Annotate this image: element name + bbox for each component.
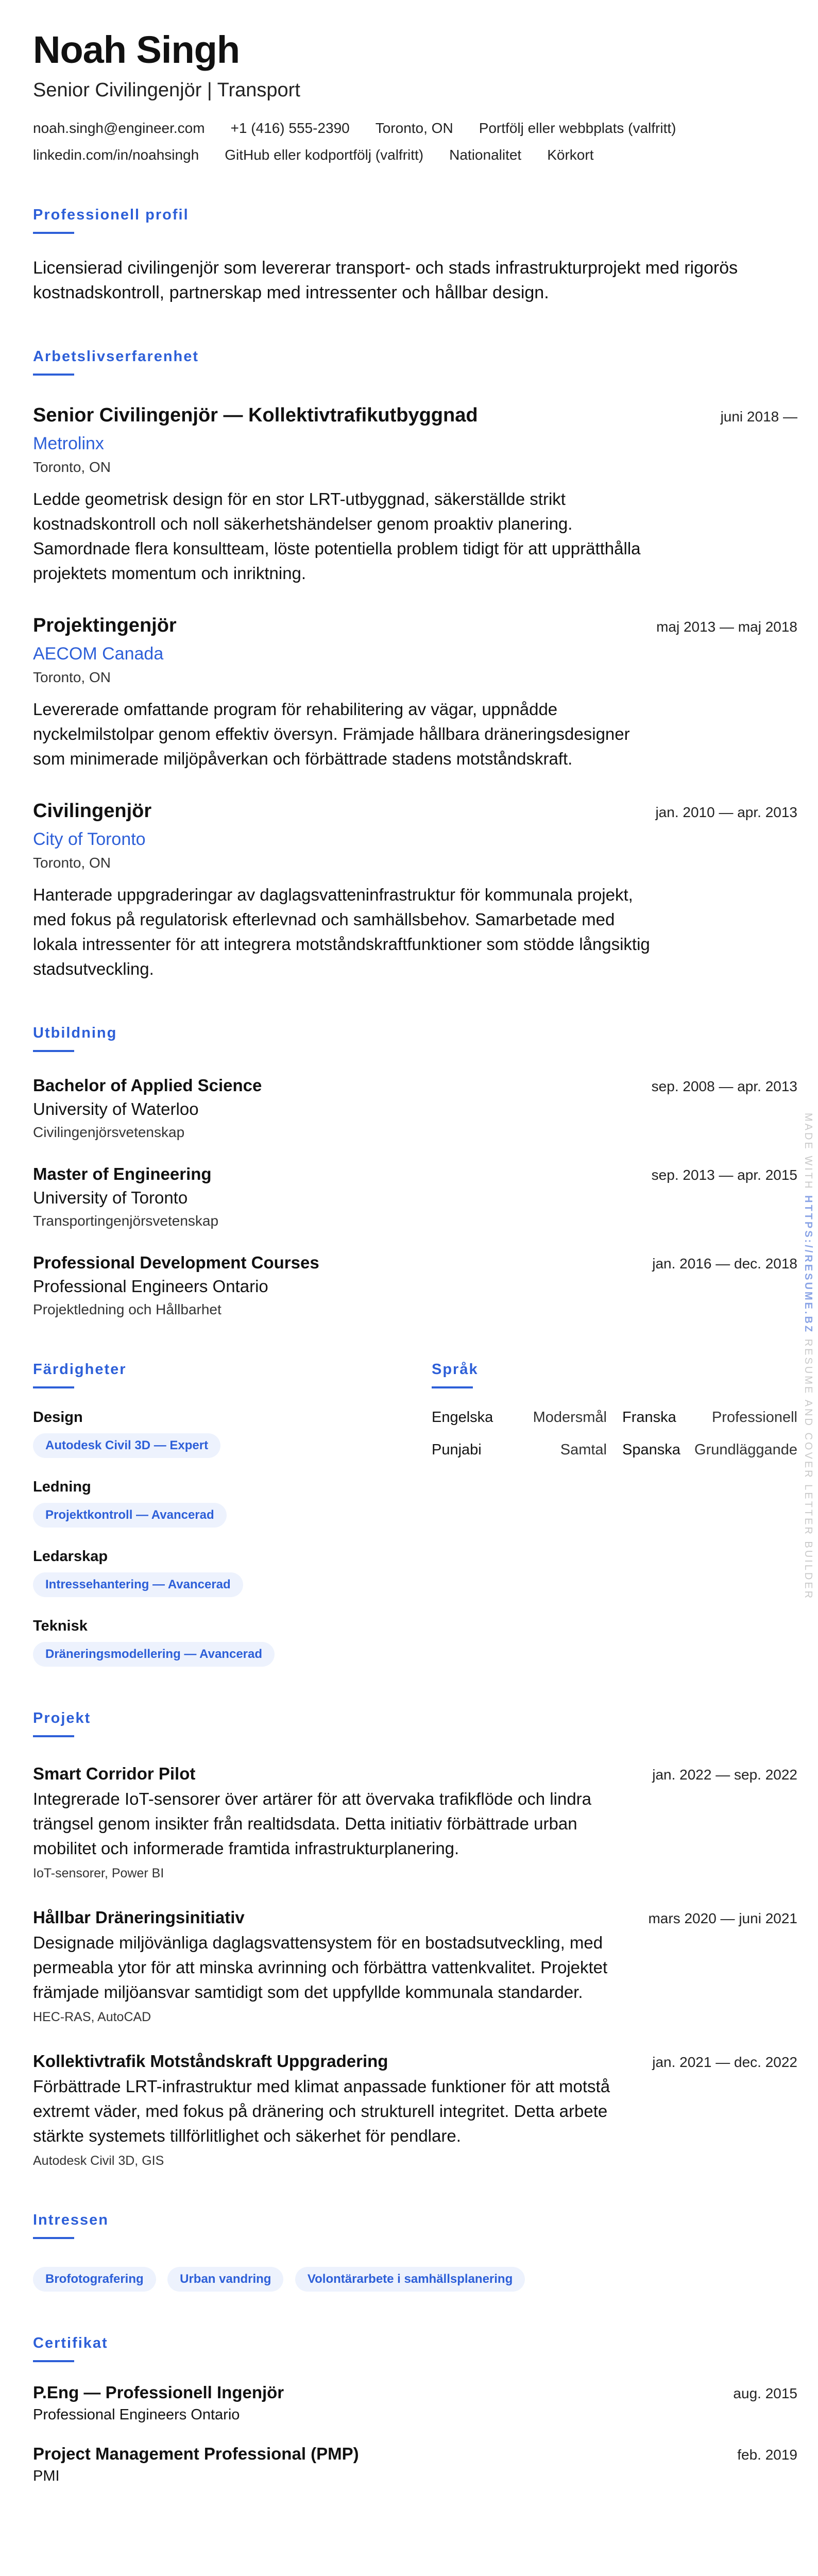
- certification-issuer: PMI: [33, 2468, 60, 2484]
- education-school: University of Waterloo: [33, 1099, 199, 1118]
- section-divider: [33, 2237, 74, 2239]
- job-title: Senior Civilingenjör — Kollektivtrafikutbyggnad: [33, 404, 478, 426]
- certification-date: feb. 2019: [737, 2447, 797, 2463]
- language-level: Grundläggande: [694, 1442, 797, 1458]
- profile-summary: Licensierad civilingenjör som levererar transport- och stads infrastrukturprojekt med rigorös kostnadskontroll, partnerskap med intressenter och hållbar design.: [33, 258, 738, 302]
- skill-tag: Dräneringsmodellering — Avancerad: [33, 1642, 275, 1667]
- skill-group: [33, 1548, 432, 1597]
- project-title: Smart Corridor Pilot: [33, 1764, 196, 1783]
- project-entry: [33, 1764, 797, 1881]
- project-tech: Autodesk Civil 3D, GIS: [33, 2154, 164, 2168]
- education-entry: [33, 1076, 797, 1141]
- education-field: Civilingenjörsvetenskap: [33, 1124, 185, 1140]
- job-company: AECOM Canada: [33, 644, 164, 664]
- job-description: Levererade omfattande program för rehabilitering av vägar, uppnådde nyckelmilstolpar genom effektiv översyn. Främjade hållbara dräneringsdesigner som minimerade miljöpåverkan och förbättrade stadens motståndskraft.: [33, 700, 630, 768]
- project-title: Kollektivtrafik Motståndskraft Uppgradering: [33, 2052, 388, 2071]
- contact-email[interactable]: noah.singh@engineer.com: [33, 120, 205, 136]
- watermark-suffix: RESUME AND COVER LETTER BUILDER: [803, 1338, 814, 1601]
- project-description: Integrerade IoT-sensorer över artärer för att övervaka trafikflöde och lindra trängsel genom insikter från realtidsdata. Detta initiativ förbättrade urban mobilitet och informerade framtida infrastrukturplanering.: [33, 1789, 592, 1858]
- language-level: Samtal: [560, 1442, 607, 1458]
- skill-group: [33, 1479, 432, 1528]
- skill-tag: Projektkontroll — Avancerad: [33, 1503, 227, 1528]
- project-entry: [33, 1908, 797, 2025]
- language-item: [432, 1409, 607, 1426]
- section-divider: [33, 2360, 74, 2362]
- skill-category: Design: [33, 1409, 83, 1426]
- certifications-section: [33, 2335, 797, 2485]
- languages-section: [432, 1361, 797, 1667]
- skill-category: Ledning: [33, 1479, 91, 1495]
- certification-title: Project Management Professional (PMP): [33, 2444, 359, 2463]
- certification-issuer: Professional Engineers Ontario: [33, 2406, 240, 2423]
- certification-entry: [33, 2444, 797, 2485]
- education-section: [33, 1025, 797, 1318]
- job-title: Civilingenjör: [33, 800, 152, 822]
- job-location: Toronto, ON: [33, 855, 111, 871]
- section-divider: [33, 232, 74, 234]
- section-title-projects: Projekt: [33, 1710, 91, 1726]
- job-entry: [33, 615, 797, 771]
- project-tech: IoT-sensorer, Power BI: [33, 1866, 164, 1880]
- education-date: sep. 2013 — apr. 2015: [651, 1167, 797, 1183]
- language-level: Modersmål: [533, 1409, 607, 1426]
- section-title-experience: Arbetslivserfarenhet: [33, 348, 199, 365]
- section-divider: [432, 1386, 473, 1388]
- section-title-education: Utbildning: [33, 1025, 117, 1041]
- section-title-skills: Färdigheter: [33, 1361, 127, 1378]
- language-item: [622, 1409, 797, 1426]
- contact-list: [33, 120, 800, 163]
- language-name: Punjabi: [432, 1442, 482, 1458]
- education-degree: Master of Engineering: [33, 1164, 212, 1183]
- project-date: jan. 2022 — sep. 2022: [652, 1767, 797, 1783]
- section-title-interests: Intressen: [33, 2212, 109, 2228]
- job-location: Toronto, ON: [33, 669, 111, 685]
- section-divider: [33, 374, 74, 376]
- contact-license: Körkort: [547, 147, 594, 163]
- interest-tag: Volontärarbete i samhällsplanering: [295, 2267, 525, 2292]
- project-description: Designade miljövänliga daglagsvattensystem för en bostadsutveckling, med permeabla ytor för att minska avrinning och förbättra vattenkvalitet. Projektet främjade miljöansvar samtidigt som det uppfyllde kommunala standarder.: [33, 1933, 608, 2002]
- education-school: University of Toronto: [33, 1188, 188, 1207]
- profile-section: [33, 207, 797, 305]
- education-school: Professional Engineers Ontario: [33, 1277, 268, 1296]
- contact-phone[interactable]: +1 (416) 555-2390: [230, 120, 350, 136]
- candidate-name: Noah Singh: [33, 28, 240, 71]
- projects-section: [33, 1710, 797, 2168]
- resume-page: [33, 28, 797, 2485]
- education-date: jan. 2016 — dec. 2018: [652, 1256, 797, 1272]
- certification-entry: [33, 2383, 797, 2424]
- section-divider: [33, 1050, 74, 1052]
- section-divider: [33, 1386, 74, 1388]
- builder-watermark: [802, 1113, 814, 1600]
- language-name: Engelska: [432, 1409, 493, 1426]
- skills-languages-row: [33, 1361, 797, 1667]
- contact-location: Toronto, ON: [375, 120, 453, 136]
- job-company: Metrolinx: [33, 434, 104, 453]
- job-date: jan. 2010 — apr. 2013: [655, 804, 797, 820]
- candidate-role: Senior Civilingenjör | Transport: [33, 79, 300, 101]
- job-date: juni 2018 —: [720, 409, 797, 425]
- job-company: City of Toronto: [33, 829, 146, 849]
- section-title-certifications: Certifikat: [33, 2335, 108, 2351]
- contact-nationality: Nationalitet: [449, 147, 522, 163]
- project-date: mars 2020 — juni 2021: [648, 1910, 797, 1926]
- skill-tag: Intressehantering — Avancerad: [33, 1572, 243, 1597]
- section-divider: [33, 1735, 74, 1737]
- education-degree: Professional Development Courses: [33, 1253, 319, 1272]
- project-tech: HEC-RAS, AutoCAD: [33, 2010, 151, 2024]
- project-date: jan. 2021 — dec. 2022: [652, 2054, 797, 2070]
- language-item: [432, 1442, 607, 1459]
- interest-tag: Urban vandring: [167, 2267, 283, 2292]
- project-description: Förbättrade LRT-infrastruktur med klimat anpassade funktioner för att motstå extremt väder, med fokus på dränering och strukturell integritet. Detta arbete stärkte systemets tillförlitlighet och säkerhet för pendlare.: [33, 2077, 610, 2145]
- education-entry: [33, 1253, 797, 1318]
- job-location: Toronto, ON: [33, 459, 111, 475]
- job-entry: [33, 800, 797, 981]
- watermark-prefix: MADE WITH: [803, 1113, 814, 1191]
- education-field: Projektledning och Hållbarhet: [33, 1301, 221, 1317]
- interest-tag: Brofotografering: [33, 2267, 156, 2292]
- job-description: Hanterade uppgraderingar av daglagsvatteninfrastruktur för kommunala projekt, med fokus på regulatorisk efterlevnad och samhällsbehov. Samarbetade med lokala intressenter för att integrera motståndskraftfunktioner som stödde långsiktig stadsutveckling.: [33, 885, 650, 978]
- contact-linkedin[interactable]: linkedin.com/in/noahsingh: [33, 147, 199, 163]
- skill-category: Ledarskap: [33, 1548, 108, 1565]
- contact-github[interactable]: GitHub eller kodportfölj (valfritt): [225, 147, 424, 163]
- certification-title: P.Eng — Professionell Ingenjör: [33, 2383, 284, 2402]
- job-title: Projektingenjör: [33, 615, 177, 636]
- education-date: sep. 2008 — apr. 2013: [651, 1078, 797, 1094]
- job-description: Ledde geometrisk design för en stor LRT-utbyggnad, säkerställde strikt kostnadskontroll och noll säkerhetshändelser genom proaktiv planering. Samordnade flera konsultteam, löste potentiella problem tidigt för att upprätthålla projektets momentum och inriktning.: [33, 489, 641, 583]
- education-field: Transportingenjörsvetenskap: [33, 1213, 219, 1229]
- language-name: Spanska: [622, 1442, 680, 1458]
- job-date: maj 2013 — maj 2018: [656, 619, 797, 635]
- experience-section: [33, 348, 797, 981]
- skill-tag: Autodesk Civil 3D — Expert: [33, 1433, 220, 1458]
- language-item: [622, 1442, 797, 1459]
- skills-section: [33, 1361, 432, 1667]
- project-entry: [33, 2052, 797, 2168]
- watermark-link[interactable]: HTTPS://RESUME.BZ: [803, 1195, 814, 1334]
- language-level: Professionell: [711, 1409, 797, 1426]
- education-degree: Bachelor of Applied Science: [33, 1076, 262, 1095]
- skill-category: Teknisk: [33, 1618, 88, 1634]
- language-name: Franska: [622, 1409, 676, 1426]
- certification-date: aug. 2015: [733, 2385, 797, 2401]
- contact-portfolio[interactable]: Portfölj eller webbplats (valfritt): [479, 120, 676, 136]
- skill-group: [33, 1409, 432, 1458]
- job-entry: [33, 404, 797, 586]
- section-title-profile: Professionell profil: [33, 207, 189, 223]
- project-title: Hållbar Dräneringsinitiativ: [33, 1908, 245, 1927]
- section-title-languages: Språk: [432, 1361, 479, 1378]
- interest-list: [33, 2260, 797, 2292]
- interests-section: [33, 2212, 797, 2292]
- skill-group: [33, 1618, 432, 1667]
- education-entry: [33, 1164, 797, 1229]
- language-list: [432, 1409, 797, 1459]
